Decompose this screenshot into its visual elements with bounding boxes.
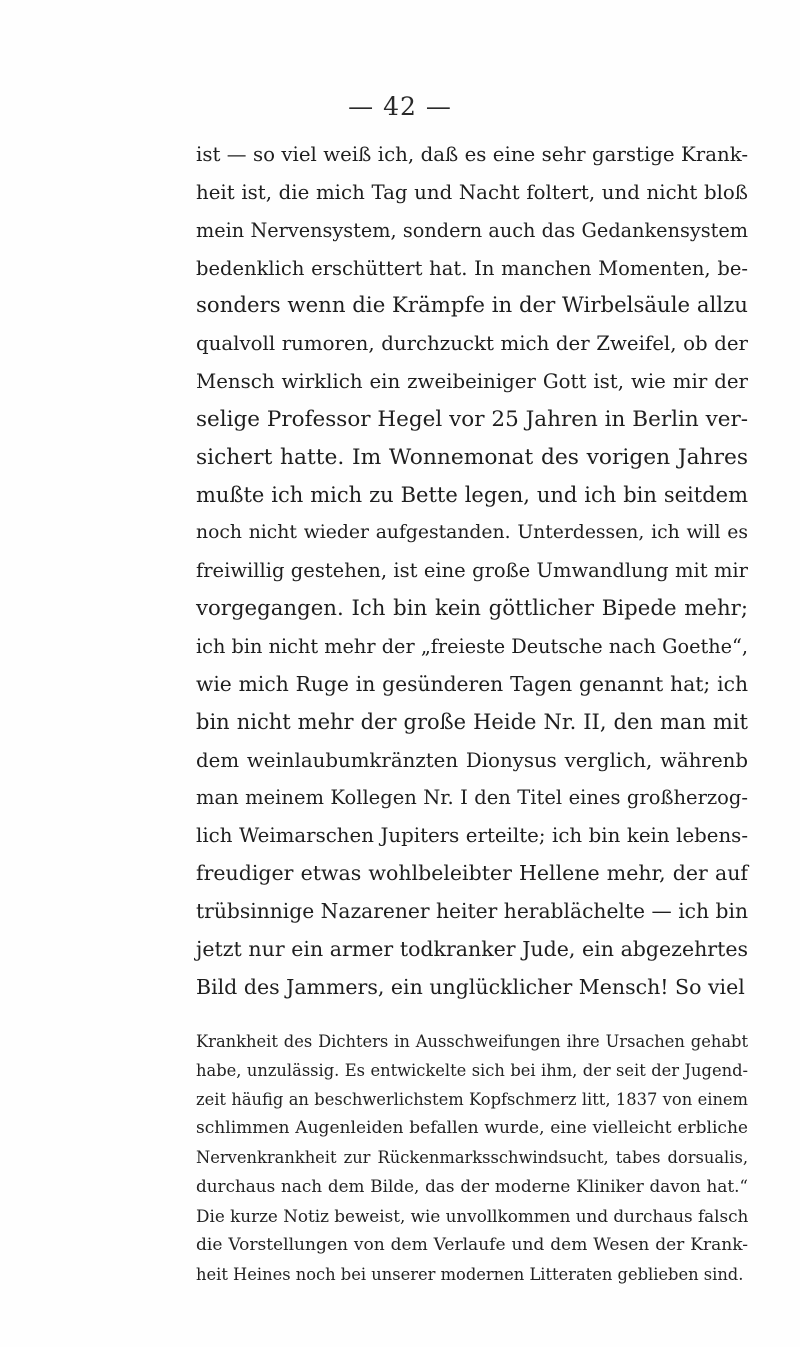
text-line: sonders wenn die Krämpfe in der Wirbelsäule allzu (196, 293, 748, 319)
footnote-line: die Vorstellungen von dem Verlaufe und dem Wesen der Krank- (196, 1234, 748, 1255)
text-line: Mensch wirklich ein zweibeiniger Gott ist, wie mir der (196, 370, 748, 394)
footnote-line: heit Heines noch bei unserer modernen Litteraten geblieben sind. (196, 1264, 744, 1284)
footnote-line: Krankheit des Dichters in Ausschweifungen ihre Ursachen gehabt (196, 1032, 748, 1051)
text-line: man meinem Kollegen Nr. I den Titel eines großherzog- (196, 786, 748, 810)
text-line: selige Professor Hegel vor 25 Jahren in Berlin ver- (196, 406, 748, 432)
text-line: qualvoll rumoren, durchzuckt mich der Zweifel, ob der (196, 332, 748, 356)
text-line: ich bin nicht mehr der „freieste Deutsche nach Goethe“, (196, 634, 748, 658)
text-line: heit ist, die mich Tag und Nacht foltert, und nicht bloß (196, 180, 748, 204)
text-line: bin nicht mehr der große Heide Nr. II, den man mit (196, 709, 748, 734)
text-line: bedenklich erschüttert hat. In manchen Momenten, be- (196, 256, 748, 280)
footnote-line: Nervenkrankheit zur Rückenmarksschwindsucht, tabes dorsualis, (196, 1148, 748, 1168)
footnote-line: durchaus nach dem Bilde, das der moderne Kliniker davon hat.“ (196, 1176, 748, 1197)
text-line: sichert hatte. Im Wonnemonat des vorigen Jahres (196, 444, 748, 470)
footnote-line: schlimmen Augenleiden befallen wurde, eine vielleicht erbliche (196, 1118, 748, 1139)
page-number: — 42 — (348, 92, 452, 121)
text-line: vorgegangen. Ich bin kein göttlicher Bipede mehr; (196, 596, 748, 622)
footnote-line: zeit häufig an beschwerlichstem Kopfschmerz litt, 1837 von einem (196, 1090, 748, 1110)
text-line: trübsinnige Nazarener heiter herablächelte — ich bin (196, 898, 748, 923)
footnote-line: Die kurze Notiz beweist, wie unvollkommen und durchaus falsch (196, 1205, 749, 1226)
footnote (196, 1027, 748, 1289)
text-line: mußte ich mich zu Bette legen, und ich bin seitdem (196, 482, 748, 507)
text-line: noch nicht wieder aufgestanden. Unterdessen, ich will es (196, 522, 748, 544)
text-line: freiwillig gestehen, ist eine große Umwandlung mit mir (196, 559, 748, 583)
text-line: lich Weimarschen Jupiters erteilte; ich bin kein lebens- (196, 824, 748, 848)
text-line: freudiger etwas wohlbeleibter Hellene mehr, der auf (196, 861, 748, 886)
text-line: dem weinlaubumkränzten Dionysus verglich, währenb (196, 748, 748, 772)
text-line: mein Nervensystem, sondern auch das Gedankensystem (196, 218, 748, 242)
text-line: Bild des Jammers, ein unglücklicher Mensch! So viel (196, 974, 745, 999)
footnote-line: habe, unzulässig. Es entwickelte sich bei ihm, der seit der Jugend- (196, 1061, 748, 1081)
text-line: jetzt nur ein armer todkranker Jude, ein abgezehrtes (196, 936, 748, 961)
main-text (196, 136, 748, 1006)
text-line: wie mich Ruge in gesünderen Tagen genannt hat; ich (196, 671, 748, 696)
text-line: ist — so viel weiß ich, daß es eine sehr garstige Krank- (196, 143, 748, 166)
